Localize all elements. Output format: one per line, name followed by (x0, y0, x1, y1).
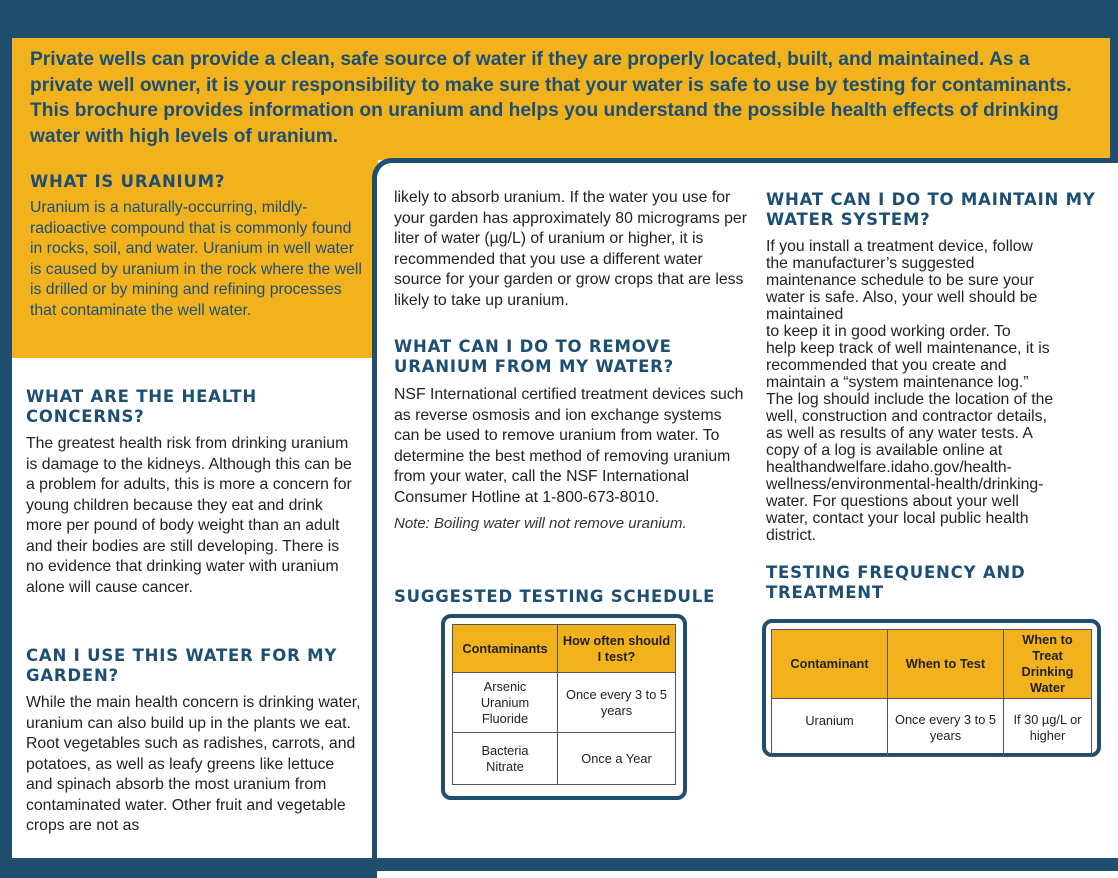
maintain-heading: WHAT CAN I DO TO MAINTAIN MY WATER SYSTEM? (766, 190, 1096, 229)
schedule-col-contaminants: Contaminants (453, 625, 558, 673)
garden-section (26, 646, 361, 837)
frequency-heading: TESTING FREQUENCY AND TREATMENT (766, 563, 1026, 602)
garden-heading: CAN I USE THIS WATER FOR MY GARDEN? (26, 646, 338, 685)
frequency-col-when-test: When to Test (888, 630, 1004, 699)
health-heading: WHAT ARE THE HEALTH CONCERNS? (26, 387, 257, 426)
maintain-line: district. (766, 527, 817, 544)
maintain-line: to keep it in good working order. To (766, 323, 1011, 340)
maintain-line: maintained (766, 306, 844, 323)
what-is-section (30, 172, 365, 321)
remove-section (394, 337, 749, 532)
what-is-body: Uranium is a naturally-occurring, mildly-radioactive compound that is commonly found in rocks, soil, and water. Uranium in well water is caused by uranium in the rock where the well is drilled or by mining and refining processes that contaminate the well water. (30, 199, 362, 319)
schedule-cell-contaminant: Bacteria Nitrate (453, 733, 558, 785)
maintain-body (766, 238, 1101, 544)
table-row (453, 673, 676, 733)
table-row (772, 699, 1092, 757)
schedule-heading-wrap (394, 587, 734, 607)
schedule-col-frequency: How often should I test? (558, 625, 676, 673)
frequency-cell-when-treat: If 30 µg/L or higher (1004, 699, 1092, 757)
schedule-cell-frequency: Once every 3 to 5 years (558, 673, 676, 733)
maintain-line: recommended that you create and (766, 357, 1007, 374)
schedule-cell-frequency: Once a Year (558, 733, 676, 785)
maintain-line: maintain a “system maintenance log.” (766, 374, 1029, 391)
schedule-heading: SUGGESTED TESTING SCHEDULE (394, 587, 716, 606)
garden-body: While the main health concern is drinking water, uranium can also build up in the plants we eat. Root vegetables such as radishes, carrots, and potatoes, as well as leafy greens like lettuce and spinach absorb the most uranium from contaminated water. Other fruit and vegetable crops are not as (26, 694, 361, 834)
frequency-col-when-treat: When to Treat Drinking Water (1004, 630, 1092, 699)
frequency-table (771, 629, 1092, 757)
what-is-heading: WHAT IS URANIUM? (30, 172, 226, 191)
frequency-heading-wrap (766, 563, 1066, 603)
maintain-line: water, contact your local public health (766, 510, 1029, 527)
bottom-bar (0, 858, 1118, 871)
maintain-line: If you install a treatment device, follow (766, 238, 1033, 255)
remove-heading: WHAT CAN I DO TO REMOVE URANIUM FROM MY WATER? (394, 337, 675, 376)
intro-banner (12, 38, 1110, 160)
maintain-line: The log should include the location of the (766, 391, 1054, 408)
intro-text: Private wells can provide a clean, safe source of water if they are properly located, built, and maintained. As a private well owner, it is your responsibility to make sure that your water is safe to use by testing for contaminants. This brochure provides information on uranium and helps you understand the possible health effects of drinking water with high levels of uranium. (30, 49, 1072, 147)
health-section (26, 387, 361, 598)
remove-note: Note: Boiling water will not remove uranium. (394, 515, 687, 532)
maintain-line: as well as results of any water tests. A (766, 425, 1033, 442)
schedule-cell-contaminant: Arsenic Uranium Fluoride (453, 673, 558, 733)
maintain-line: water. For questions about your well (766, 493, 1019, 510)
garden-continued (394, 188, 749, 311)
frequency-col-contaminant: Contaminant (772, 630, 888, 699)
maintain-line: maintenance schedule to be sure your (766, 272, 1034, 289)
schedule-table (452, 624, 676, 785)
remove-body: NSF International certified treatment devices such as reverse osmosis and ion exchange systems can be used to remove uranium from water. To determine the best method of removing uranium from your water, call the NSF International Consumer Hotline at 1-800-673-8010. (394, 386, 744, 506)
maintain-line: copy of a log is available online at (766, 442, 1003, 459)
maintain-line: the manufacturer’s suggested (766, 255, 975, 272)
frequency-cell-contaminant: Uranium (772, 699, 888, 757)
maintain-line: healthandwelfare.idaho.gov/health- (766, 459, 1012, 476)
maintain-line: water is safe. Also, your well should be (766, 289, 1038, 306)
table-row (453, 733, 676, 785)
health-body: The greatest health risk from drinking uranium is damage to the kidneys. Although this can be a problem for adults, this is more a concern for young children because they eat and drink more per pound of body weight than an adult and their bodies are still developing. There is no evidence that drinking water with uranium alone will cause cancer. (26, 435, 352, 596)
maintain-line: help keep track of well maintenance, it is (766, 340, 1050, 357)
schedule-table-frame (441, 614, 687, 800)
garden-continued-text: likely to absorb uranium. If the water you use for your garden has approximately 80 micrograms per liter of water (µg/L) of uranium or higher, it is recommended that you use a different water source for your garden or grow crops that are less likely to take up uranium. (394, 189, 747, 309)
maintain-line: well, construction and contractor details, (766, 408, 1047, 425)
frequency-table-frame (762, 619, 1101, 757)
maintain-section (766, 190, 1101, 544)
frequency-cell-when-test: Once every 3 to 5 years (888, 699, 1004, 757)
maintain-line: wellness/environmental-health/drinking- (766, 476, 1044, 493)
